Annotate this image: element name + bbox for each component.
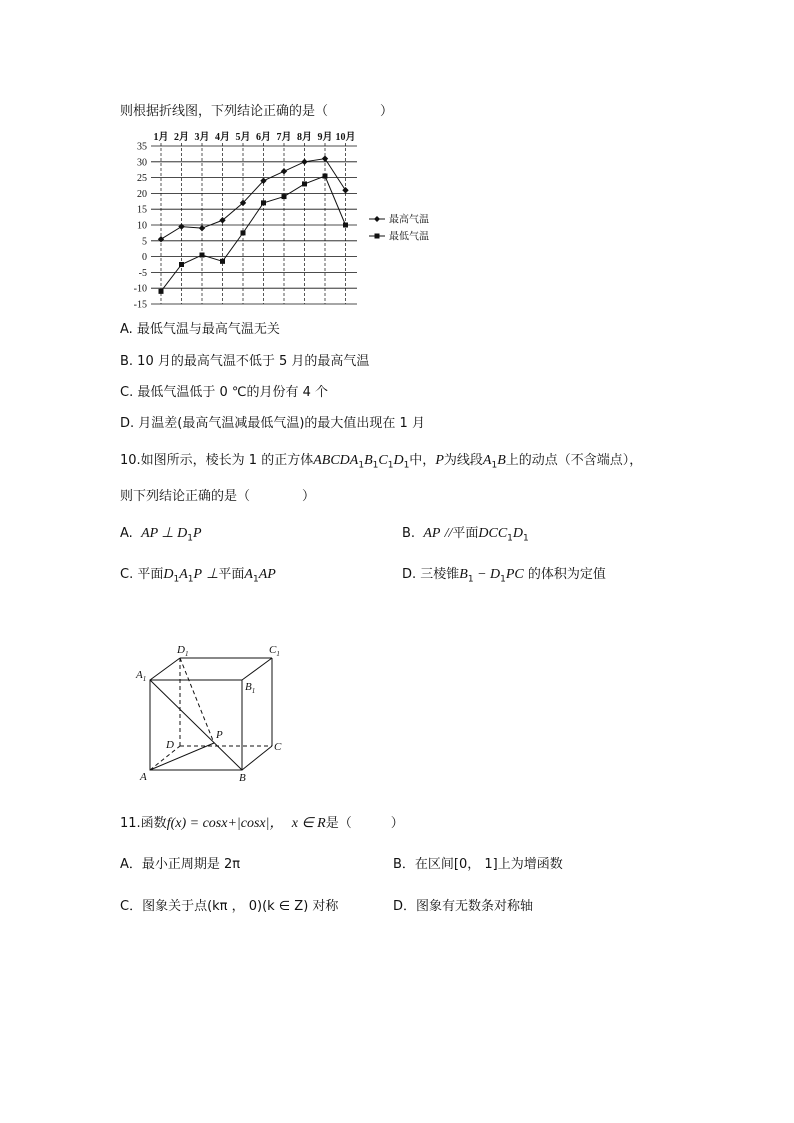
y-tick-label: 0 bbox=[142, 252, 147, 264]
label-d1: $D_1$ bbox=[177, 644, 189, 658]
q10-option-d: D. 三棱锥$B_1 - D_1PC$ 的体积为定值 bbox=[402, 567, 606, 585]
legend-label: 最高气温 bbox=[389, 214, 429, 226]
label-d: D bbox=[166, 739, 174, 751]
q9-option-c: C. 最低气温低于 0 ℃的月份有 4 个 bbox=[120, 385, 329, 400]
label-a: A bbox=[140, 771, 147, 783]
cube-figure bbox=[132, 640, 292, 785]
y-tick-label: -10 bbox=[133, 283, 147, 295]
point-max-temp bbox=[322, 155, 328, 161]
legend-marker-max bbox=[374, 216, 380, 222]
point-min-temp bbox=[159, 289, 164, 294]
y-tick-label: -5 bbox=[138, 267, 147, 279]
legend-label: 最低气温 bbox=[389, 231, 429, 243]
month-label: 3月 bbox=[194, 132, 210, 143]
q9-option-d: D. 月温差(最高气温减最低气温)的最大值出现在 1 月 bbox=[120, 416, 425, 431]
y-tick-label: 25 bbox=[137, 173, 147, 185]
month-label: 10月 bbox=[335, 132, 356, 143]
y-tick-label: 10 bbox=[137, 220, 147, 232]
month-label: 7月 bbox=[276, 132, 292, 143]
month-label: 6月 bbox=[256, 132, 271, 143]
y-tick-label: 35 bbox=[137, 141, 147, 153]
q11-option-a: A．最小正周期是 2π bbox=[120, 857, 241, 872]
point-max-temp bbox=[342, 187, 348, 193]
label-p: P bbox=[216, 729, 223, 741]
point-min-temp bbox=[200, 253, 205, 258]
point-min-temp bbox=[343, 223, 348, 228]
q10-stem-2: 则下列结论正确的是（ ） bbox=[120, 489, 316, 504]
point-min-temp bbox=[220, 259, 225, 264]
q10-option-c: C. 平面$D_1A_1P$ ⊥平面$A_1AP$ bbox=[120, 567, 276, 585]
q9-option-a: A. 最低气温与最高气温无关 bbox=[120, 322, 280, 337]
point-min-temp bbox=[261, 200, 266, 205]
q11-option-b: B．在区间[0， 1]上为增函数 bbox=[393, 857, 563, 872]
point-max-temp bbox=[158, 236, 164, 242]
y-tick-label: -15 bbox=[133, 299, 147, 311]
y-tick-label: 15 bbox=[137, 204, 147, 216]
point-min-temp bbox=[323, 174, 328, 179]
month-label: 4月 bbox=[215, 132, 230, 143]
legend-marker-min bbox=[375, 234, 380, 239]
point-min-temp bbox=[179, 262, 184, 267]
q9-stem: 则根据折线图，下列结论正确的是（ ） bbox=[120, 104, 394, 119]
q11-stem: 11.函数f(x) = cosx+|cosx|， x ∈ R是（ ） bbox=[120, 816, 404, 831]
q10-option-b: B. AP //平面$DCC_1D_1$ bbox=[402, 526, 529, 544]
label-c: C bbox=[274, 741, 282, 753]
point-max-temp bbox=[178, 223, 184, 229]
series-line-max bbox=[161, 159, 346, 240]
q10-option-a: A. AP ⊥ $D_1P$ bbox=[120, 526, 202, 544]
y-tick-label: 5 bbox=[142, 236, 147, 248]
temperature-line-chart bbox=[115, 130, 445, 315]
point-max-temp bbox=[301, 159, 307, 165]
y-tick-label: 20 bbox=[137, 188, 147, 200]
month-label: 1月 bbox=[153, 132, 169, 143]
label-a1: $A_1$ bbox=[136, 669, 147, 683]
label-b1: $B_1$ bbox=[245, 681, 256, 695]
point-min-temp bbox=[241, 230, 246, 235]
label-b: B bbox=[239, 772, 246, 784]
q11-option-c: C．图象关于点(kπ ， 0)(k ∈ Z) 对称 bbox=[120, 899, 339, 914]
label-c1: $C_1$ bbox=[269, 644, 280, 658]
q10-stem: 10.如图所示，棱长为 1 的正方体$ABCDA_1B_1C_1D_1$中，P为线段$A_1B$上的动点（不含端点）， bbox=[120, 453, 643, 471]
month-label: 9月 bbox=[317, 132, 333, 143]
month-label: 8月 bbox=[297, 132, 312, 143]
point-max-temp bbox=[199, 225, 205, 231]
q9-option-b: B. 10 月的最高气温不低于 5 月的最高气温 bbox=[120, 354, 370, 369]
month-label: 2月 bbox=[174, 132, 189, 143]
point-min-temp bbox=[282, 194, 287, 199]
q11-option-d: D．图象有无数条对称轴 bbox=[393, 899, 534, 914]
month-label: 5月 bbox=[235, 132, 251, 143]
point-max-temp bbox=[281, 168, 287, 174]
point-min-temp bbox=[302, 181, 307, 186]
y-tick-label: 30 bbox=[137, 157, 147, 169]
